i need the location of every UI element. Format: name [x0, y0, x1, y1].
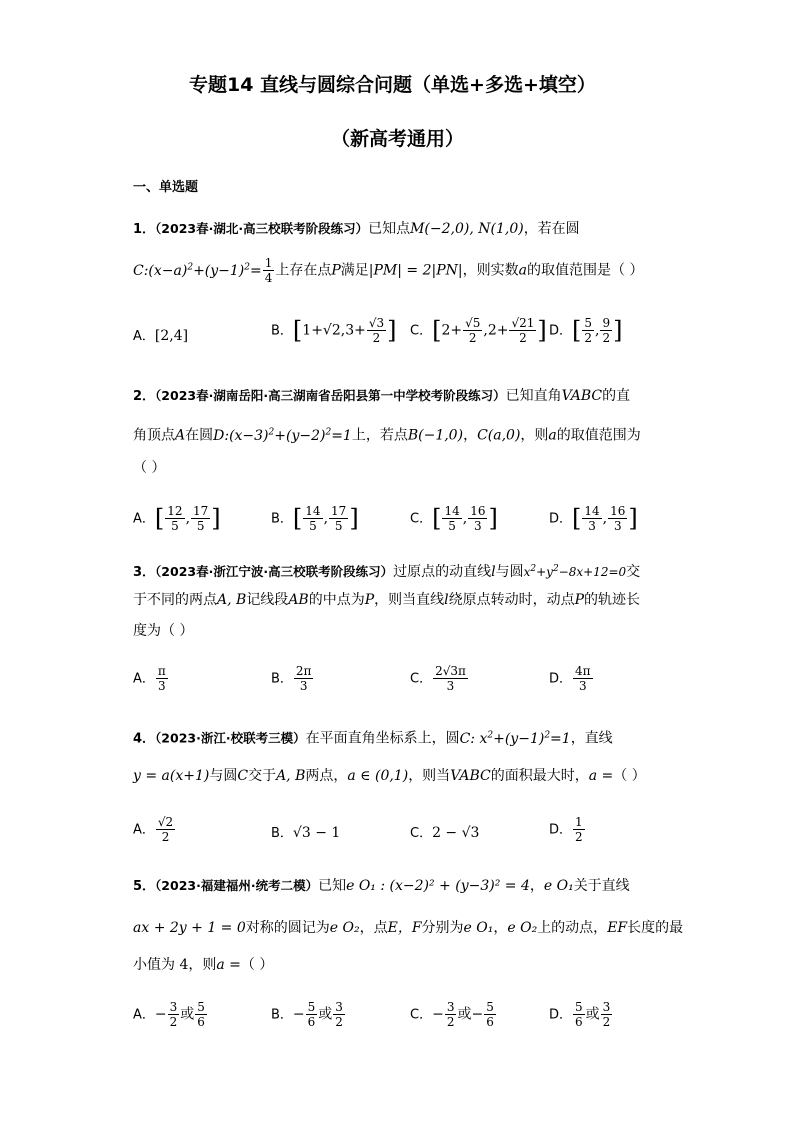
question-3-line-3: 度为（ ） [133, 623, 194, 639]
circle-equation: $x^2+y^2-8x+12=0$ [523, 564, 627, 579]
option-d[interactable]: D． $\frac{5}{6}$ 或 $\frac{3}{2}$ [549, 1000, 611, 1029]
page-subtitle: （新高考通用） [331, 128, 465, 150]
fraction: $\frac{1}{4}$ [264, 256, 273, 285]
option-a[interactable]: A． $\frac{√2}{2}$ [133, 815, 174, 844]
section-heading: 一、单选题 [133, 180, 199, 195]
points-mn: M(−2,0), N(1,0) [410, 221, 524, 237]
option-b[interactable]: B． $\frac{2\pi}{3}$ [271, 664, 312, 693]
option-a[interactable]: A．− $\frac{3}{2}$ 或 $\frac{5}{6}$ [133, 1000, 205, 1029]
option-c[interactable]: C．− $\frac{3}{2}$ 或− $\frac{5}{6}$ [410, 1000, 494, 1029]
option-b[interactable]: B．√3 − 1 [271, 825, 341, 841]
option-b[interactable]: B．− $\frac{5}{6}$ 或 $\frac{3}{2}$ [271, 1000, 343, 1029]
question-4-line-1: 4．（2023·浙江·校联考三模）在平面直角坐标系上，圆C: $x^2+(y-1)^2=1$，直线 [133, 730, 613, 747]
option-b[interactable]: B．[ $\frac{14}{5}$ , $\frac{17}{5}$ ] [271, 504, 359, 533]
condition: |PM| = 2|PN| [368, 262, 463, 279]
question-3-line-1: 3．（2023春·浙江宁波·高三校联考阶段练习）过原点的动直线l与圆$x^2+y^2-8x+12=0$交 [133, 564, 641, 580]
option-d[interactable]: D．[ $\frac{5}{2}$ , $\frac{9}{2}$ ] [549, 316, 623, 345]
question-3-line-2: 于不同的两点A, B记线段AB的中点为P，则当直线l绕原点转动时，动点P的轨迹长 [133, 592, 641, 608]
option-c[interactable]: C．[ $\frac{14}{5}$ , $\frac{16}{3}$ ] [410, 504, 498, 533]
option-d[interactable]: D． $\frac{1}{2}$ [549, 815, 583, 844]
question-5-line-3: 小值为 4，则a =（ ） [133, 957, 274, 973]
option-a[interactable]: A．[2,4] [133, 328, 189, 344]
page-title: 专题14 直线与圆综合问题（单选+多选+填空） [189, 74, 596, 96]
question-2-line-3: （ ） [133, 460, 166, 476]
option-d[interactable]: D． $\frac{4\pi}{3}$ [549, 664, 591, 693]
option-c[interactable]: C． $\frac{2√3\pi}{3}$ [410, 664, 466, 693]
question-2-line-2: 角顶点A在圆$D:(x-3)^2+(y-2)^2=1$上，若点B(−1,0)，C(a,0)，则a的取值范围为 [133, 427, 641, 444]
option-a[interactable]: A．[ $\frac{12}{5}$ , $\frac{17}{5}$ ] [133, 504, 221, 533]
question-1-line-2: $C:(x-a)^2+(y-1)^2=$ $\frac{1}{4}$ 上存在点P满足|PM| = 2|PN|，则实数a的取值范围是（ ） [133, 256, 644, 285]
question-1-line-1: 1．（2023春·湖北·高三校联考阶段练习）已知点M(−2,0), N(1,0)，若在圆 [133, 221, 580, 237]
option-a[interactable]: A． $\frac{\pi}{3}$ [133, 664, 166, 693]
question-number: 1． [133, 222, 156, 237]
question-4-line-2: y = a(x+1)与圆C交于A, B两点，a ∈ (0,1)，则当VABC的面积最大时，a =（ ） [133, 768, 646, 784]
question-5-line-1: 5．（2023·福建福州·统考二模）已知e O₁ : (x−2)² + (y−3)² = 4，e O₁关于直线 [133, 878, 630, 894]
question-5-line-2: ax + 2y + 1 = 0对称的圆记为e O₂，点E，F分别为e O₁，e O₂上的动点，EF长度的最 [133, 920, 684, 936]
option-d[interactable]: D．[ $\frac{14}{3}$ , $\frac{16}{3}$ ] [549, 504, 638, 533]
question-source: （2023春·湖北·高三校联考阶段练习） [155, 221, 369, 236]
circle-equation: $C:(x-a)^2+(y-1)^2=$ [133, 261, 262, 279]
circle-equation: C: $x^2+(y-1)^2=1$ [459, 730, 571, 747]
option-c[interactable]: C．2 − √3 [410, 825, 480, 841]
option-b[interactable]: B．[1+√2,3+ $\frac{√3}{2}$ ] [271, 316, 397, 345]
question-2-line-1: 2．（2023春·湖南岳阳·高三湖南省岳阳县第一中学校考阶段练习）已知直角VABC的直 [133, 388, 631, 404]
option-c[interactable]: C．[2+ $\frac{√5}{2}$ ,2+ $\frac{√21}{2}$ ] [410, 316, 547, 345]
circle-equation: $D:(x-3)^2+(y-2)^2=1$ [213, 427, 352, 444]
